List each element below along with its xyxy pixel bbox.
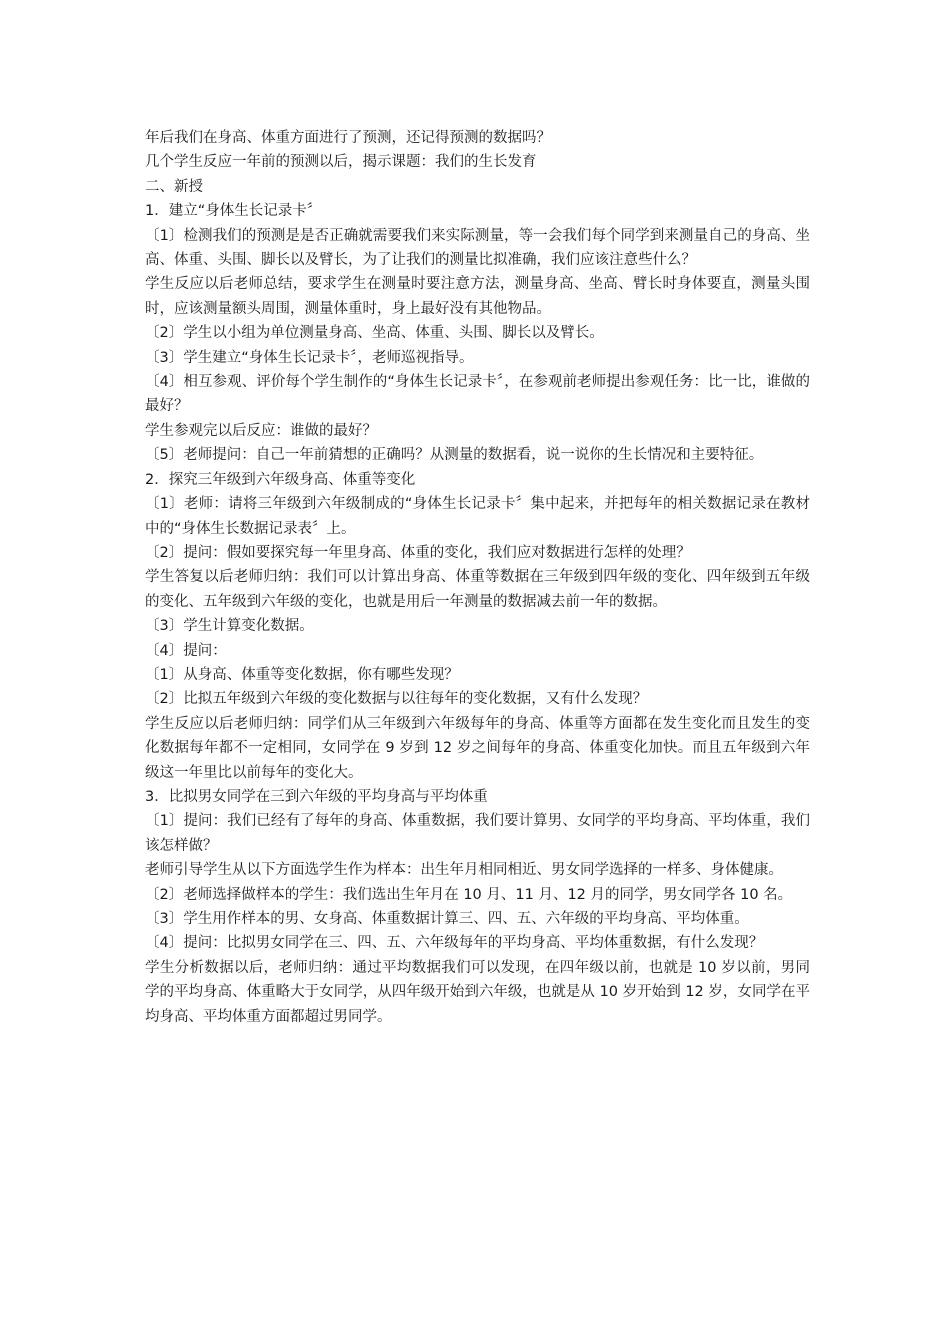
document-page	[145, 126, 810, 1029]
paragraph-27: 学生分析数据以后，老师归纳：通过平均数据我们可以发现，在四年级以前，也就是 10 岁以前，男同学的平均身高、体重略大于女同学，从四年级开始到六年级，也就是从 10 岁开始到 12 岁，女同学在平均身高、平均体重方面都超过男同学。	[145, 959, 810, 1025]
paragraph-10: 学生参观完以后反应：谁做的最好？	[145, 422, 377, 439]
paragraph-1: 年后我们在身高、体重方面进行了预测，还记得预测的数据吗？	[145, 130, 551, 146]
paragraph-25: 〔3〕学生用作样本的男、女身高、体重数据计算三、四、五、六年级的平均身高、平均体重。	[145, 911, 749, 927]
paragraph-18: 〔1〕从身高、体重等变化数据，你有哪些发现？	[145, 666, 459, 683]
subheading-2: 2．探究三年级到六年级身高、体重等变化	[145, 471, 416, 488]
paragraph-14: 〔2〕提问：假如要探究每一年里身高、体重的变化，我们应对数据进行怎样的处理？	[145, 544, 691, 561]
paragraph-20: 学生反应以后老师归纳：同学们从三年级到六年级每年的身高、体重等方面都在发生变化而且发生的变化数据每年都不一定相同，女同学在 9 岁到 12 岁之间每年的身高、体重变化加快。而且五年级到六年级这一年里比以前每年的变化大。	[145, 715, 810, 781]
paragraph-22: 〔1〕提问：我们已经有了每年的身高、体重数据，我们要计算男、女同学的平均身高、平均体重，我们该怎样做？	[145, 813, 810, 854]
section-heading-new-lesson: 二、新授	[145, 178, 203, 195]
paragraph-23: 老师引导学生从以下方面选学生作为样本：出生年月相同相近、男女同学选择的一样多、身体健康。	[145, 862, 783, 879]
subheading-1: 1．建立“身体生长记录卡〞	[145, 203, 322, 220]
paragraph-16: 〔3〕学生计算变化数据。	[145, 618, 314, 635]
paragraph-17: 〔4〕提问：	[145, 642, 227, 659]
paragraph-11: 〔5〕老师提问：自己一年前猜想的正确吗？从测量的数据看，说一说你的生长情况和主要特征。	[145, 447, 764, 464]
paragraph-24: 〔2〕老师选择做样本的学生：我们选出生年月在 10 月、11 月、12 月的同学，男女同学各 10 名。	[145, 886, 793, 903]
paragraph-9: 〔4〕相互参观、评价每个学生制作的“身体生长记录卡〞，在参观前老师提出参观任务：比一比，谁做的最好？	[145, 374, 810, 415]
paragraph-26: 〔4〕提问：比拟男女同学在三、四、五、六年级每年的平均身高、平均体重数据，有什么发现？	[145, 935, 764, 952]
paragraph-15: 学生答复以后老师归纳：我们可以计算出身高、体重等数据在三年级到四年级的变化、四年级到五年级的变化、五年级到六年级的变化，也就是用后一年测量的数据减去前一年的数据。	[145, 569, 810, 610]
paragraph-7: 〔2〕学生以小组为单位测量身高、坐高、体重、头围、脚长以及臂长。	[145, 325, 604, 342]
paragraph-13: 〔1〕老师：请将三年级到六年级制成的“身体生长记录卡〞集中起来，并把每年的相关数据记录在教材中的“身体生长数据记录表〞上。	[145, 496, 810, 537]
paragraph-5: 〔1〕检测我们的预测是是否正确就需要我们来实际测量，等一会我们每个同学到来测量自己的身高、坐高、体重、头围、脚长以及臂长，为了让我们的测量比拟准确，我们应该注意些什么？	[145, 227, 810, 269]
paragraph-8: 〔3〕学生建立“身体生长记录卡〞，老师巡视指导。	[145, 349, 474, 366]
paragraph-6: 学生反应以后老师总结，要求学生在测量时要注意方法，测量身高、坐高、臂长时身体要直，测量头围时，应该测量额头周围，测量体重时，身上最好没有其他物品。	[145, 276, 810, 317]
subheading-3: 3．比拟男女同学在三到六年级的平均身高与平均体重	[145, 788, 488, 805]
paragraph-2: 几个学生反应一年前的预测以后，揭示课题：我们的生长发育	[145, 154, 537, 171]
paragraph-19: 〔2〕比拟五年级到六年级的变化数据与以往每年的变化数据，又有什么发现？	[145, 691, 648, 708]
